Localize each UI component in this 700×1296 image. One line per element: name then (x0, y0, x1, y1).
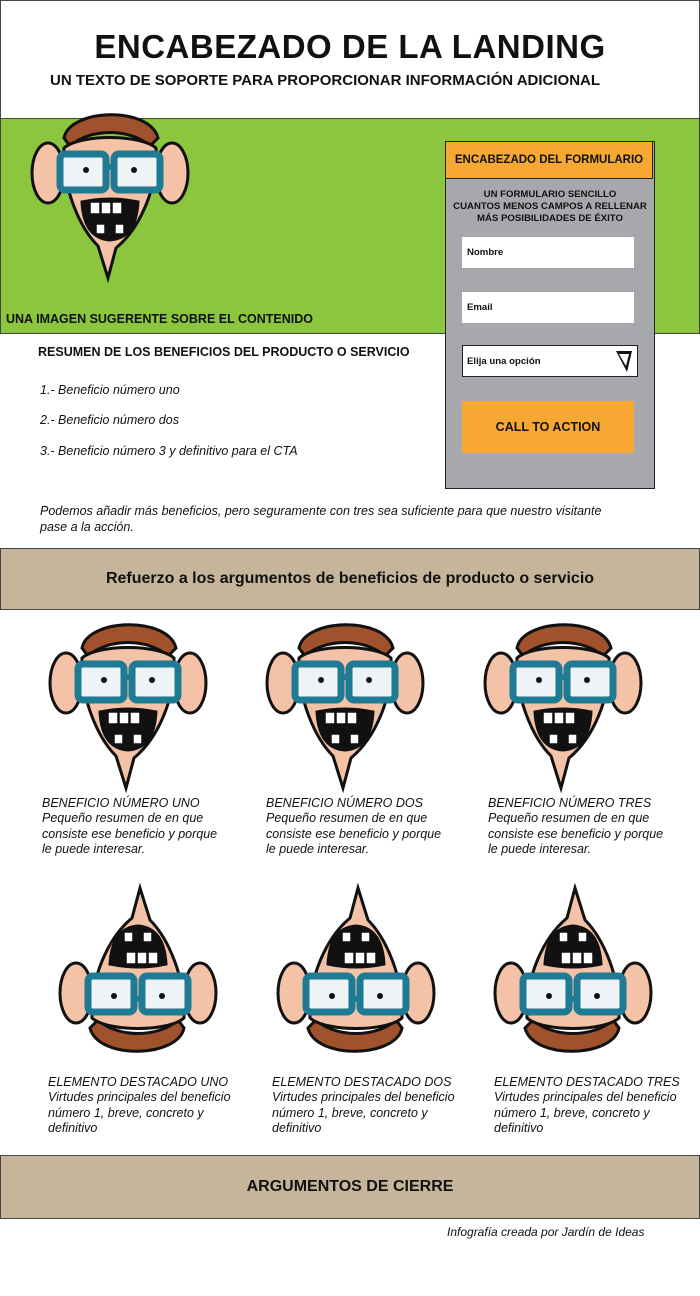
benefit-card-title: BENEFICIO NÚMERO UNO (42, 796, 200, 810)
cartoon-face-icon (356, 998, 357, 999)
benefit-item: 1.- Beneficio número uno (40, 383, 180, 397)
dropdown-arrow-icon[interactable] (614, 348, 634, 374)
benefit-item: 2.- Beneficio número dos (40, 413, 179, 427)
benefit-card-text: Pequeño resumen de en que (42, 811, 204, 825)
closing-band: ARGUMENTOS DE CIERRE (0, 1155, 700, 1219)
highlight-card-text: número 1, breve, concreto y (494, 1105, 650, 1120)
benefits-note-line: pase a la acción. (40, 520, 134, 534)
page-subtitle: UN TEXTO DE SOPORTE PARA PROPORCIONAR INFORMACIÓN ADICIONAL (50, 72, 601, 89)
benefit-card-text: le puede interesar. (42, 842, 146, 856)
highlight-card-title: ELEMENTO DESTACADO UNO (48, 1075, 229, 1089)
email-field[interactable]: Email (462, 292, 634, 323)
form-header: ENCABEZADO DEL FORMULARIO (445, 141, 653, 179)
reinforcement-band: Refuerzo a los argumentos de beneficios de producto o servicio (0, 548, 700, 610)
benefits-note (40, 503, 650, 535)
highlight-card-text: definitivo (494, 1121, 544, 1135)
highlight-card-text: número 1, breve, concreto y (48, 1105, 204, 1120)
highlight-card-title: ELEMENTO DESTACADO DOS (272, 1075, 452, 1089)
cartoon-face-icon (128, 678, 129, 679)
benefit-card-text: le puede interesar. (488, 842, 592, 856)
highlight-card-text: definitivo (48, 1121, 98, 1135)
highlight-card (494, 1075, 699, 1137)
highlight-card (48, 1075, 263, 1137)
cartoon-face-icon (563, 678, 564, 679)
highlight-card-text: Virtudes principales del beneficio (48, 1090, 231, 1104)
form-description-line: UN FORMULARIO SENCILLO (483, 189, 617, 200)
cartoon-face-icon (110, 168, 111, 169)
option-select[interactable] (462, 345, 638, 377)
benefit-card-title: BENEFICIO NÚMERO TRES (488, 796, 652, 810)
benefit-card (488, 796, 693, 858)
benefit-item: 3.- Beneficio número 3 y definitivo para el CTA (40, 444, 298, 458)
benefit-card-text: consiste ese beneficio y porque (42, 826, 218, 841)
highlight-card-text: definitivo (272, 1121, 322, 1135)
benefit-card (266, 796, 476, 858)
benefits-note-line: Podemos añadir más beneficios, pero seguramente con tres sea suficiente para que nuestro visitante (40, 504, 602, 518)
benefit-card-text: Pequeño resumen de en que (488, 811, 650, 825)
form-description (447, 189, 653, 225)
form-description-line: MÁS POSIBILIDADES DE ÉXITO (477, 213, 623, 224)
benefit-card-text: consiste ese beneficio y porque (488, 826, 664, 841)
cartoon-face-icon (573, 998, 574, 999)
highlight-card-text: Virtudes principales del beneficio (494, 1090, 677, 1104)
benefit-card-title: BENEFICIO NÚMERO DOS (266, 796, 423, 810)
form-description-line: CUANTOS MENOS CAMPOS A RELLENAR (453, 201, 647, 212)
call-to-action-button[interactable]: CALL TO ACTION (462, 401, 634, 453)
highlight-card-title: ELEMENTO DESTACADO TRES (494, 1075, 680, 1089)
option-select-value: Elija una opción (467, 355, 541, 367)
highlight-card-text: Virtudes principales del beneficio (272, 1090, 455, 1104)
cartoon-face-icon (345, 678, 346, 679)
benefits-summary-title: RESUMEN DE LOS BENEFICIOS DEL PRODUCTO O SERVICIO (38, 345, 410, 359)
highlight-card (272, 1075, 487, 1137)
benefit-card-text: Pequeño resumen de en que (266, 811, 428, 825)
cartoon-face-icon (138, 998, 139, 999)
hero-caption: UNA IMAGEN SUGERENTE SOBRE EL CONTENIDO (6, 312, 313, 326)
benefit-card (42, 796, 252, 858)
benefit-card-text: consiste ese beneficio y porque (266, 826, 442, 841)
benefit-card-text: le puede interesar. (266, 842, 370, 856)
page-title: ENCABEZADO DE LA LANDING (94, 28, 606, 65)
name-field[interactable]: Nombre (462, 237, 634, 268)
credit-text: Infografía creada por Jardín de Ideas (447, 1225, 645, 1239)
highlight-card-text: número 1, breve, concreto y (272, 1105, 428, 1120)
